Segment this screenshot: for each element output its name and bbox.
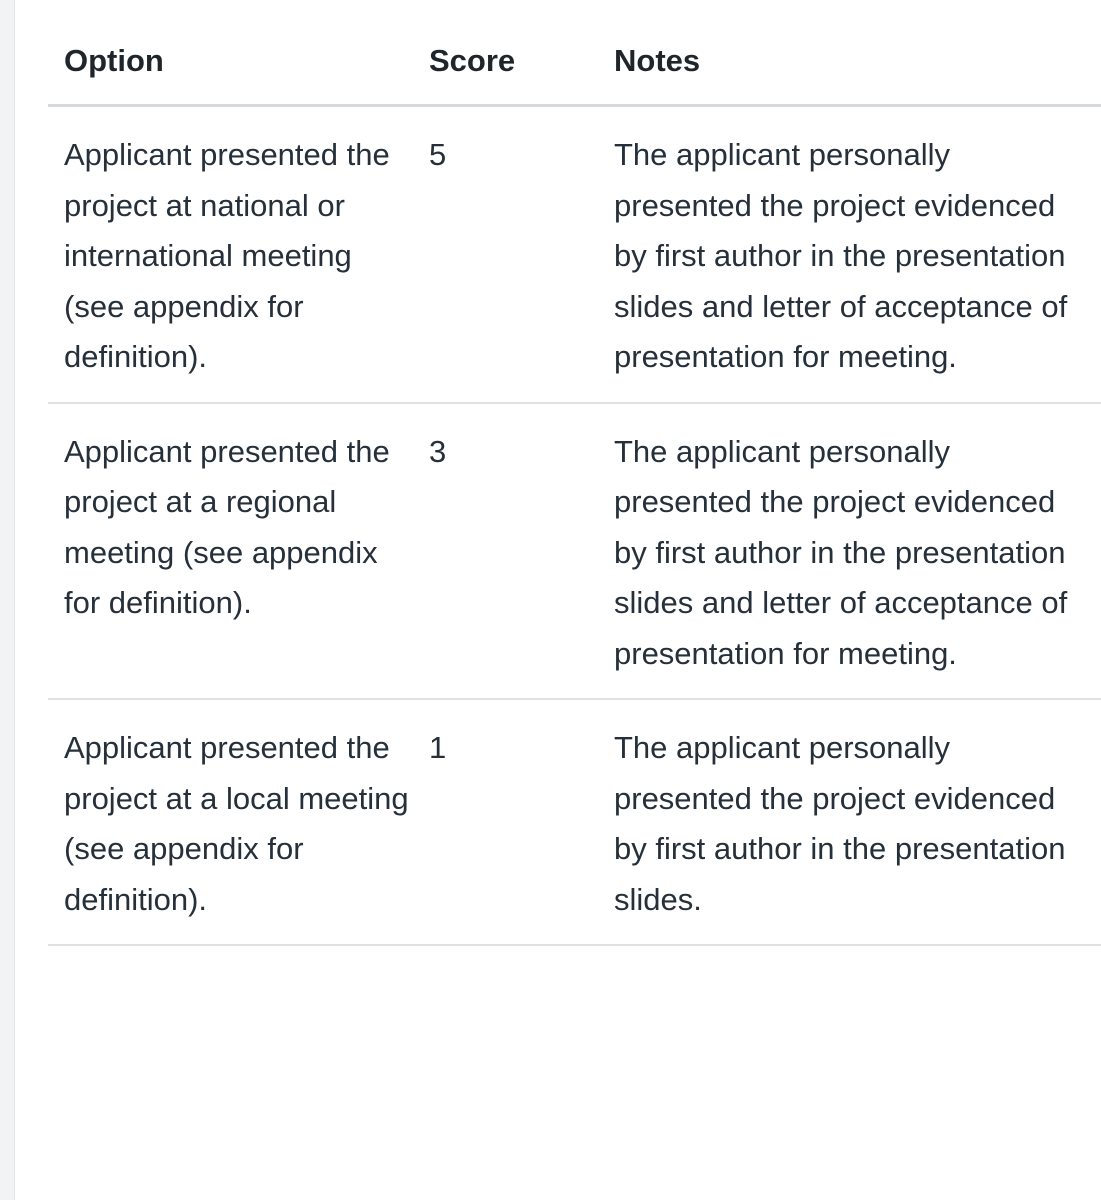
- notes-cell: The applicant personally presented the project evidenced by first author in the presentation slides and letter of acceptance of presentation for meeting.: [600, 403, 1101, 700]
- score-cell: 5: [415, 106, 600, 403]
- column-header-option: Option: [48, 0, 415, 106]
- column-header-notes: Notes: [600, 0, 1101, 106]
- score-cell: 1: [415, 699, 600, 945]
- option-cell: Applicant presented the project at a local meeting (see appendix for definition).: [48, 699, 415, 945]
- option-cell: Applicant presented the project at national or international meeting (see appendix for definition).: [48, 106, 415, 403]
- scoring-table-container: [48, 0, 1101, 946]
- score-cell: 3: [415, 403, 600, 700]
- scoring-table: [48, 0, 1101, 946]
- table-row: [48, 106, 1101, 403]
- notes-cell: The applicant personally presented the project evidenced by first author in the presentation slides.: [600, 699, 1101, 945]
- table-row: [48, 699, 1101, 945]
- table-header-row: [48, 0, 1101, 106]
- table-row: [48, 403, 1101, 700]
- option-cell: Applicant presented the project at a regional meeting (see appendix for definition).: [48, 403, 415, 700]
- column-header-score: Score: [415, 0, 600, 106]
- notes-cell: The applicant personally presented the project evidenced by first author in the presentation slides and letter of acceptance of presentation for meeting.: [600, 106, 1101, 403]
- left-margin-rail: [0, 0, 15, 1200]
